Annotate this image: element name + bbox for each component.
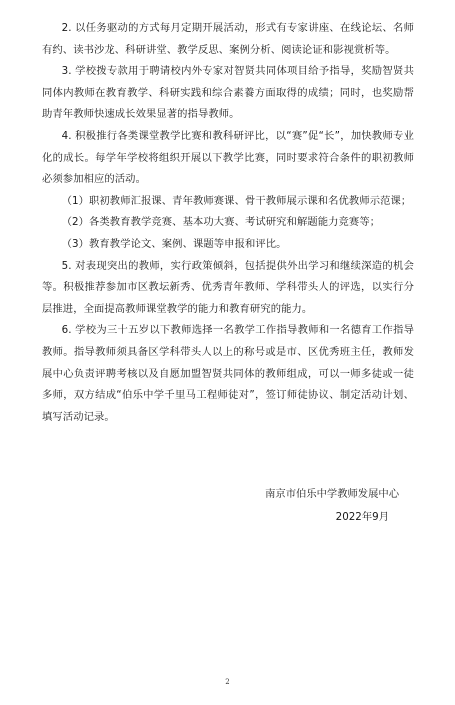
document-body [42, 18, 414, 428]
sub-item-3: （3）教育教学论文、案例、课题等申报和评比。 [61, 237, 287, 250]
paragraph-item-4: 4. 积极推行各类课堂教学比赛和教科研评比，以“赛”促“长”，加快教师专业化的成长。每学年学校将组织开展以下教学比赛，同时要求符合条件的职初教师必须参加相应的活动。 [42, 129, 414, 186]
page-number: 2 [225, 678, 230, 686]
paragraph-item-2: 2. 以任务驱动的方式每月定期开展活动，形式有专家讲座、在线论坛、名师有约、读书沙龙、科研讲堂、教学反思、案例分析、阅读论证和影视赏析等。 [42, 22, 414, 56]
sub-item-2: （2）各类教育教学竞赛、基本功大赛、考试研究和解题能力竞赛等； [61, 216, 381, 229]
signature-date: 2022年9月 [335, 511, 389, 523]
sub-item-1: （1）职初教师汇报课、青年教师赛课、骨干教师展示课和名优教师示范课； [61, 194, 412, 207]
paragraph-item-5: 5. 对表现突出的教师，实行政策倾斜，包括提供外出学习和继续深造的机会等。积极推荐参加市区教坛新秀、优秀青年教师、学科带头人的评选，以实行分层推进，全面提高教师课堂教学的能力和教育研究的能力。 [42, 259, 414, 315]
signature-organization: 南京市伯乐中学教师发展中心 [265, 488, 399, 500]
paragraph-item-3: 3. 学校拨专款用于聘请校内外专家对智贤共同体项目给予指导，奖励智贤共同体内教师在教育教学、科研实践和综合素養方面取得的成绩；同时，也奖励帮助青年教师快速成长效果显著的指导教师。 [42, 65, 414, 121]
paragraph-item-6: 6. 学校为三十五岁以下教师选择一名教学工作指导教师和一名德育工作指导教师。指导教师须具备区学科带头人以上的称号或是市、区优秀班主任，教师发展中心负责评聘考核以及自愿加盟智贤共同体的教师组成，可以一师多徒或一徒多师，双方结成“伯乐中学千里马工程师徒对”，签订师徒协议、制定活动计划、填写活动记录。 [42, 324, 414, 423]
